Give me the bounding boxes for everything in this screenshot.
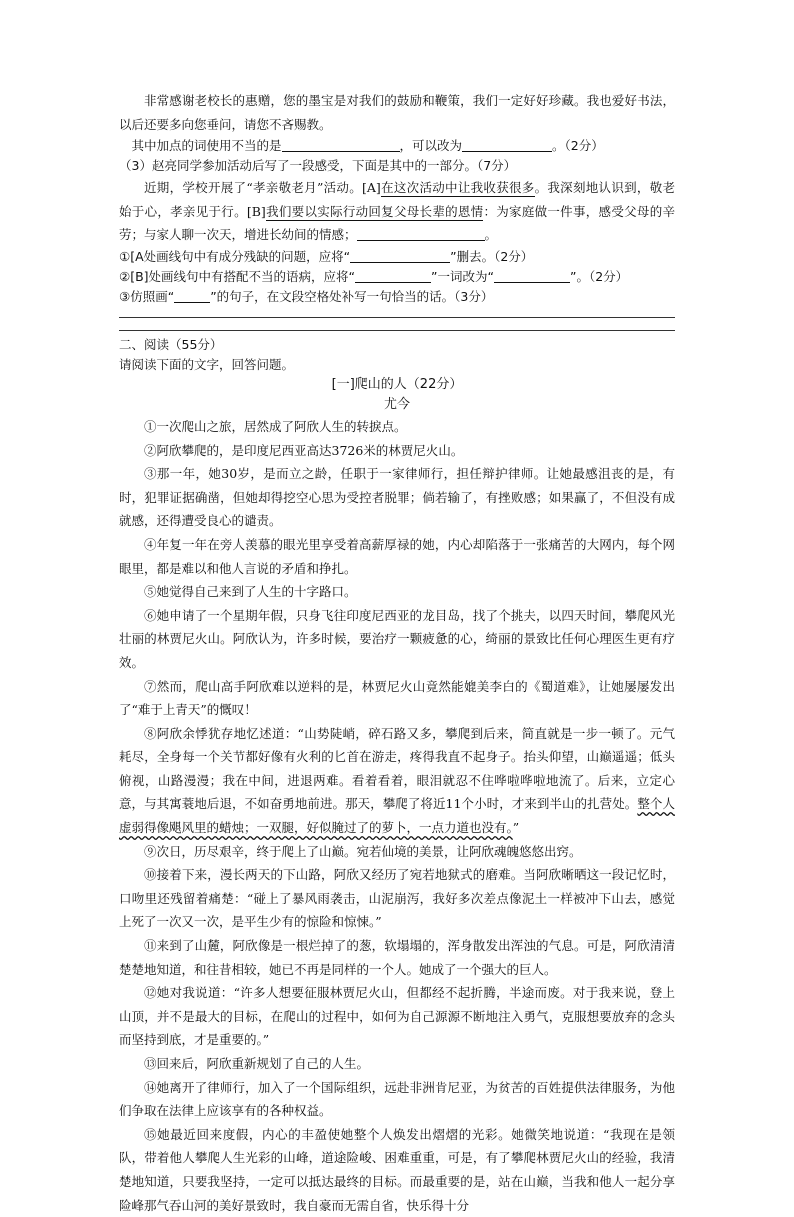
answer-blank[interactable] xyxy=(357,226,485,241)
paragraph-6: ⑥她申请了一个星期年假，只身飞往印度尼西亚的龙目岛，找了个挑夫，以四天时间，攀爬风光壮丽的林贾尼火山。阿欣认为，许多时候，要治疗一颗疲惫的心，绮丽的景致比任何心理医生更有疗效。 xyxy=(119,607,675,670)
answer-line[interactable] xyxy=(119,330,675,331)
paragraph-10: ⑩接着下来，漫长两天的下山路，阿欣又经历了宛若地狱式的磨难。当阿欣晰晒这一段记忆时，口吻里还残留着痛楚：“碰上了暴风雨袭击，山泥崩泻，我好多次差点像泥土一样被冲下山去，感觉上死了一次又一次，是平生少有的惊险和惊悚。” xyxy=(119,867,675,930)
article-title: [一]爬山的人（22分） xyxy=(331,376,463,392)
question-2: 其中加点的词使用不当的是 ，可以改为 。（2分） xyxy=(131,138,604,154)
passage-q3: 近期，学校开展了“孝亲敬老月”活动。[A]在这次活动中让我收获很多。我深刻地认识到，敬老始于心，孝亲见于行。[B]我们要以实际行动回复父母长辈的恩情：为家庭做一件事，感受父母的辛劳；与家人聊一次天，增进长幼间的情感； 。 xyxy=(119,180,675,243)
paragraph-7: ⑦然而，爬山高手阿欣难以逆料的是，林贾尼火山竟然能媲美李白的《蜀道难》，让她屡屡发出了“难于上青天”的慨叹！ xyxy=(119,678,675,718)
question-3-heading: （3）赵亮同学参加活动后写了一段感受，下面是其中的一部分。（7分） xyxy=(119,158,517,174)
answer-blank[interactable] xyxy=(462,137,552,152)
section-instruction: 请阅读下面的文字，回答问题。 xyxy=(119,356,295,372)
article-author: 尤今 xyxy=(383,396,410,412)
paragraph-15: ⑮她最近回来度假，内心的丰盈使她整个人焕发出熠熠的光彩。她微笑地说道：“我现在是领队，带着他人攀爬人生光彩的山峰，道途险峻、困难重重，可是，有了攀爬林贾尼火山的经验，我清楚地知道，只要我坚持，一定可以抵达最终的目标。而最重要的是，站在山巅，当我和他人一起分享险峰那气吞山河的美好景致时，我自豪而无需自省，快乐得十分 xyxy=(119,1126,675,1213)
paragraph-3: ③那一年，她30岁，是而立之龄，任职于一家律师行，担任辩护律师。让她最感沮丧的是，有时，犯罪证据确凿，但她却得挖空心思为受控者脱罪；倘若输了，有挫败感；如果赢了，不但没有成就感，还得遭受良心的谴责。 xyxy=(119,466,675,529)
letter-excerpt: 非常感谢老校长的惠赠，您的墨宝是对我们的鼓励和鞭策，我们一定好好珍藏。我也爱好书法，以后还要多向您垂问，请您不吝赐教。 xyxy=(119,93,675,132)
paragraph-12: ⑫她对我说道：“许多人想要征服林贾尼火山，但都经不起折腾，半途而废。对于我来说，登上山顶，并不是最大的目标，在爬山的过程中，如何为自己源源不断地注入勇气，克服想要放弃的念头而坚持到底，才是重要的。” xyxy=(119,985,675,1048)
paragraph-14: ⑭她离开了律师行，加入了一个国际组织，远赴非洲肯尼亚，为贫苦的百姓提供法律服务，为他们争取在法律上应该享有的各种权益。 xyxy=(119,1079,675,1119)
section-title: 二、阅读（55分） xyxy=(119,336,223,352)
paragraph-9: ⑨次日，历尽艰辛，终于爬上了山巅。宛若仙境的美景，让阿欣魂魄悠悠出窍。 xyxy=(144,843,582,859)
paragraph-8: ⑧阿欣余悸犹存地忆述道：“山势陡峭，碎石路又多，攀爬到后来，简直就是一步一顿了。元气耗尽，全身每一个关节都好像有火利的匕首在游走，疼得我直不起身子。抬头仰望，山巅遥遥；低头俯视，山路漫漫；我在中间，进退两难。看着看着，眼泪就忍不住哗啦哗啦地流了。后来，立定心意，与其寓蓑地后退，不如奋勇地前进。那天，攀爬了将近11个小时，才来到半山的扎营处。整个人虚弱得像飓风里的蜡烛；一双腿，好似腌过了的萝卜，一点力道也没有。” xyxy=(119,725,675,836)
sub-question-2: ②[B]处画线句中有搭配不当的语病，应将“ ”一词改为“ ”。（2分） xyxy=(119,268,629,284)
paragraph-2: ②阿欣攀爬的，是印度尼西亚高达3726米的林贾尼火山。 xyxy=(144,442,464,458)
answer-blank[interactable] xyxy=(174,288,210,303)
paragraph-13: ⑬回来后，阿欣重新规划了自己的人生。 xyxy=(144,1056,370,1071)
sub-question-3: ③仿照画“ ”的句子，在文段空格处补写一句恰当的话。（3分） xyxy=(119,288,494,304)
page-content xyxy=(119,89,675,1217)
answer-blank[interactable] xyxy=(350,248,450,263)
wavy-underlined-sentence: 整个人虚弱得像飓风里的蜡烛；一双腿，好似腌过了的萝卜，一点力道也没有。 xyxy=(119,796,675,836)
paragraph-4: ④年复一年在旁人羡慕的眼光里享受着高薪厚禄的她，内心却陷落于一张痛苦的大网内，每个网眼里，都是难以和他人言说的矛盾和挣扎。 xyxy=(119,536,675,576)
answer-line[interactable] xyxy=(119,317,675,318)
paragraph-11: ⑪来到了山麓，阿欣像是一根烂掉了的葱，软塌塌的，浑身散发出浑浊的气息。可是，阿欣清清楚楚地知道，和往昔相较，她已不再是同样的一个人。她成了一个强大的巨人。 xyxy=(119,938,675,977)
answer-blank[interactable] xyxy=(494,268,570,283)
sub-question-1: ①[A处画线句中有成分残缺的问题，应将“ ”删去。（2分） xyxy=(119,248,534,264)
answer-blank[interactable] xyxy=(282,137,400,152)
paragraph-5: ⑤她觉得自己来到了人生的十字路口。 xyxy=(144,584,357,600)
paragraph-1: ①一次爬山之旅，居然成了阿欣人生的转捩点。 xyxy=(144,418,407,434)
answer-blank[interactable] xyxy=(355,268,431,283)
